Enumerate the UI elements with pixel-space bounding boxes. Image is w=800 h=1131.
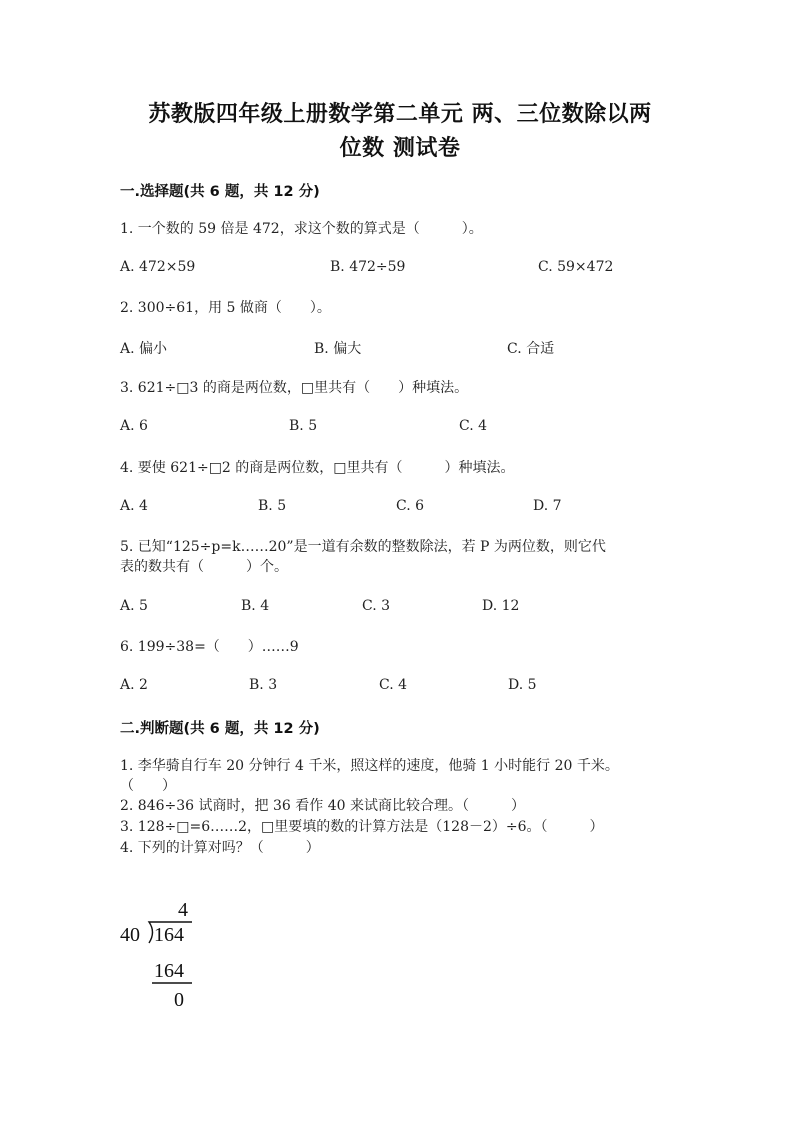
q6-option-b[interactable]: B. 3 [249,677,278,693]
q6-option-a[interactable]: A. 2 [120,677,148,693]
q4-option-a[interactable]: A. 4 [120,498,148,514]
q1-option-b[interactable]: B. 472÷59 [330,259,406,275]
judge-2: 2. 846÷36 试商时，把 36 看作 40 来试商比较合理。（ ） [120,798,525,814]
question-2: 2. 300÷61，用 5 做商（ ）。 [120,300,331,316]
q1-option-c[interactable]: C. 59×472 [538,259,614,275]
q4-option-b[interactable]: B. 5 [258,498,287,514]
division-dividend: 164 [154,924,184,946]
q6-option-c[interactable]: C. 4 [379,677,408,693]
question-1: 1. 一个数的 59 倍是 472，求这个数的算式是（ ）。 [120,221,483,237]
q2-option-b[interactable]: B. 偏大 [314,341,362,357]
q3-option-b[interactable]: B. 5 [289,418,318,434]
question-4: 4. 要使 621÷□2 的商是两位数，□里共有（ ）种填法。 [120,460,515,476]
q1-option-a[interactable]: A. 472×59 [120,259,196,275]
q3-option-c[interactable]: C. 4 [459,418,488,434]
division-product: 164 [154,960,184,982]
q5-option-c[interactable]: C. 3 [362,598,391,614]
judge-3: 3. 128÷□=6……2，□里要填的数的计算方法是（128－2）÷6。（ ） [120,819,604,835]
q4-option-d[interactable]: D. 7 [533,498,562,514]
page-title-line2: 位数 测试卷 [339,136,461,161]
judge-1-line2: （ ） [120,778,176,794]
q5-option-b[interactable]: B. 4 [241,598,270,614]
long-division-figure [118,890,208,1020]
q2-option-c[interactable]: C. 合适 [507,341,555,357]
q4-option-c[interactable]: C. 6 [396,498,425,514]
division-divisor: 40 [120,924,140,946]
judge-1-line1: 1. 李华骑自行车 20 分钟行 4 千米，照这样的速度，他骑 1 小时能行 20 千米。 [120,758,619,774]
q5-option-a[interactable]: A. 5 [120,598,148,614]
question-5-line2: 表的数共有（ ）个。 [120,559,288,575]
question-5-line1: 5. 已知“125÷p=k……20”是一道有余数的整数除法，若 P 为两位数，则它代 [120,539,606,555]
question-6: 6. 199÷38=（ ）……9 [120,639,299,655]
section2-heading: 二.判断题(共 6 题，共 12 分) [120,721,320,737]
question-3: 3. 621÷□3 的商是两位数，□里共有（ ）种填法。 [120,380,469,396]
q2-option-a[interactable]: A. 偏小 [120,341,168,357]
section1-heading: 一.选择题(共 6 题，共 12 分) [120,184,320,200]
page-title-line1: 苏教版四年级上册数学第二单元 两、三位数除以两 [148,102,652,127]
q3-option-a[interactable]: A. 6 [120,418,148,434]
division-remainder: 0 [174,989,184,1011]
question-5 [120,537,690,577]
q5-option-d[interactable]: D. 12 [482,598,520,614]
division-quotient: 4 [178,899,188,921]
q6-option-d[interactable]: D. 5 [508,677,537,693]
judge-4: 4. 下列的计算对吗？（ ） [120,840,320,856]
